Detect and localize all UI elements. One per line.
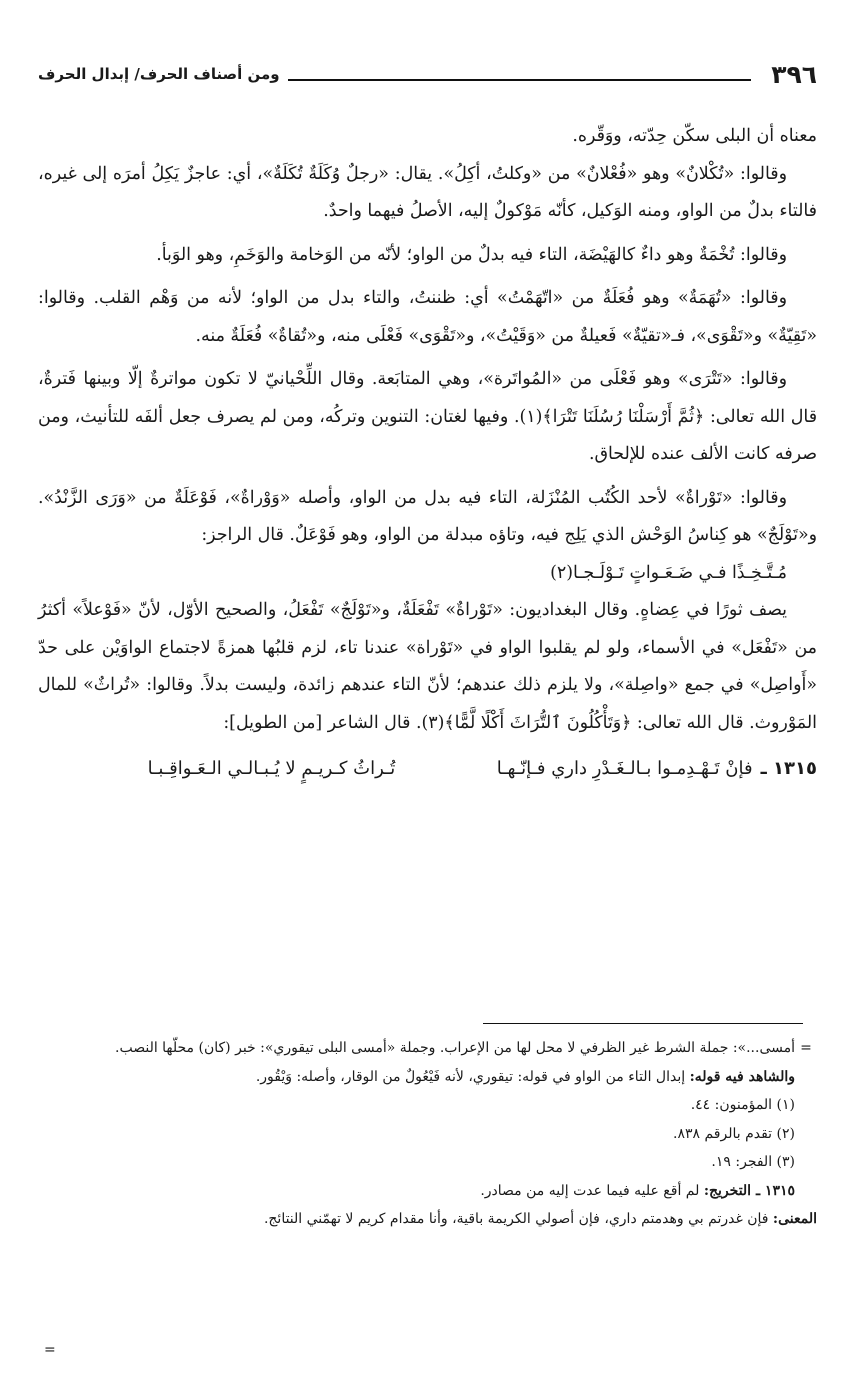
poem-line-1315 bbox=[38, 750, 817, 788]
running-title: ومن أصناف الحرف/ إبدال الحرف bbox=[38, 65, 280, 83]
shahid-label: والشاهد فيه قوله: bbox=[689, 1068, 795, 1085]
rajaz-verse: مُـتَّـخِـذًا فـي ضَـعَـواتٍ تَـوْلَـجـا(٢) bbox=[550, 562, 787, 583]
footnote-trailing-marker: = bbox=[44, 1342, 56, 1358]
footnote-divider bbox=[483, 1023, 803, 1024]
shahid-note bbox=[38, 1063, 817, 1092]
takhrij-note bbox=[38, 1177, 817, 1206]
paragraph-3: وقالوا: تُخْمَةٌ وهو داءٌ كالهَيْضَة، التاء فيه بدلٌ من الواو؛ لأنّه من الوَخامة والوَخَمِ، وهو الوَبأ. bbox=[156, 244, 787, 265]
paragraph-5: وقالوا: «تَتْرَى» وهو فَعْلَى من «المُواتَرة»، وهي المتابَعة. وقال اللِّحْيانيّ لا تكون مواترةٌ إلّا وبينها فَترةٌ، قال الله تعالى: ﴿ثُمَّ أَرْسَلْنَا رُسُلَنَا تَتْرَا﴾(١). وفيها لغتان: التنوين وتركُه، ومن لم يصرف جعل ألفَه للتأنيث، ومن صرفه كانت الألف عنده للإلحاق. bbox=[38, 369, 818, 464]
shahid-text: إبدال التاء من الواو في قوله: تيقوري، لأنه فَيْعُولٌ من الوقار، وأصله: وَيْقُور. bbox=[255, 1068, 686, 1085]
paragraph-4: وقالوا: «تُهَمَةٌ» وهو فُعَلَةٌ من «اتّهَمْتُ» أي: ظننتُ، والتاء بدل من الواو؛ لأنه من وَهْم القلب. وقالوا: «تَقِيّةٌ» و«تَقْوَى»، فـ«تقيّةٌ» فَعيلةٌ من «وَقَيْتُ»، و«تَقْوَى» فَعْلَى منه، و«تُقاةٌ» فُعَلَةٌ منه. bbox=[38, 288, 817, 346]
poem-second-hemistich: تُـراثُ كـريـمٍ لا يُـبـالـي الـعَـواقِـبـا bbox=[147, 758, 396, 779]
main-text bbox=[38, 118, 817, 788]
header-rule bbox=[288, 79, 752, 81]
maana-label: المعنى: bbox=[772, 1211, 817, 1227]
paragraph-7: يصف ثورًا في عِضاهٍ. وقال البغداديون: «تَوْراةٌ» تَفْعَلَةٌ، و«تَوْلَجٌ» تَفْعَلُ، والصحيح الأوّل، لأنّ «فَوْعلاً» أكثرُ من «تَفْعَل» في الأسماء، ولو لم يقلبوا الواو في «تَوْراة» عندنا تاء، لزم قلبُها همزةً لاجتماع الواوَيْن على حدّ «أَواصِل» في جمع «واصِلة»، ولا يلزم ذلك عندهم؛ لأنّ التاء عندهم زائدة، وليست بدلاً. وقالوا: «تُراثٌ» للمال المَوْروث. قال الله تعالى: ﴿وَتَأْكُلُونَ ٱلتُّرَاثَ أَكْلًا لَّمًّا﴾(٣). قال الشاعر [من الطويل]: bbox=[38, 600, 817, 733]
footnotes bbox=[38, 1034, 817, 1234]
continuation-text: أمسى...»: جملة الشرط غير الظرفي لا محل لها من الإعراب. وجملة «أمسى البلى تيقوري»: خبر (كان) محلّها النصب. bbox=[115, 1040, 795, 1056]
page-number: ٣٩٦ bbox=[771, 59, 817, 89]
page-header bbox=[38, 56, 817, 92]
paragraph-6: وقالوا: «تَوْراةٌ» لأحد الكُتُب المُنْزَلة، التاء فيه بدل من الواو، وأصله «وَوْراةٌ»، فَوْعَلَةٌ من «وَرَى الزَّنْدُ». و«تَوْلَجٌ» هو كِناسُ الوَحْش الذي يَلِج فيه، وتاؤه مبدلة من الواو، وهو فَوْعَلٌ. قال الراجز: bbox=[38, 487, 817, 545]
footnote-continuation bbox=[38, 1034, 817, 1063]
maana-note bbox=[38, 1205, 817, 1234]
poem-number: ١٣١٥ ـ bbox=[760, 758, 817, 779]
footnote-3: (٣) الفجر: ١٩. bbox=[711, 1154, 795, 1170]
footnote-1: (١) المؤمنون: ٤٤. bbox=[690, 1097, 795, 1113]
paragraph-1: معناه أن البلى سكّن حِدّته، ووَقّره. bbox=[572, 126, 817, 146]
continuation-marker: = bbox=[800, 1040, 812, 1056]
footnote-2: (٢) تقدم بالرقم ٨٣٨. bbox=[673, 1125, 795, 1142]
maana-text: فإن غدرتم بي وهدمتم داري، فإن أصولي الكريمة باقية، وأنا مقدام كريم لا تهمّني النتائج. bbox=[263, 1211, 769, 1227]
poem-first-hemistich: فإنْ تَـهْـدِمـوا بـالـغَـدْرِ داري فـإنّـهـا bbox=[496, 758, 753, 779]
takhrij-label: ١٣١٥ ـ التخريج: bbox=[703, 1182, 795, 1199]
takhrij-text: لم أقع عليه فيما عدت إليه من مصادر. bbox=[480, 1182, 700, 1199]
paragraph-2: وقالوا: «تُكْلانٌ» وهو «فُعْلانٌ» من «وكلتُ، أكِلُ». يقال: «رجلٌ وُكَلَةٌ تُكَلَةٌ»، أي: عاجزٌ يَكِلُ أمرَه إلى غيره، فالتاء بدلٌ من الواو، ومنه الوَكيل، كأنّه مَوْكولٌ إليه، الأصلُ فيهما واحدٌ. bbox=[38, 163, 817, 221]
